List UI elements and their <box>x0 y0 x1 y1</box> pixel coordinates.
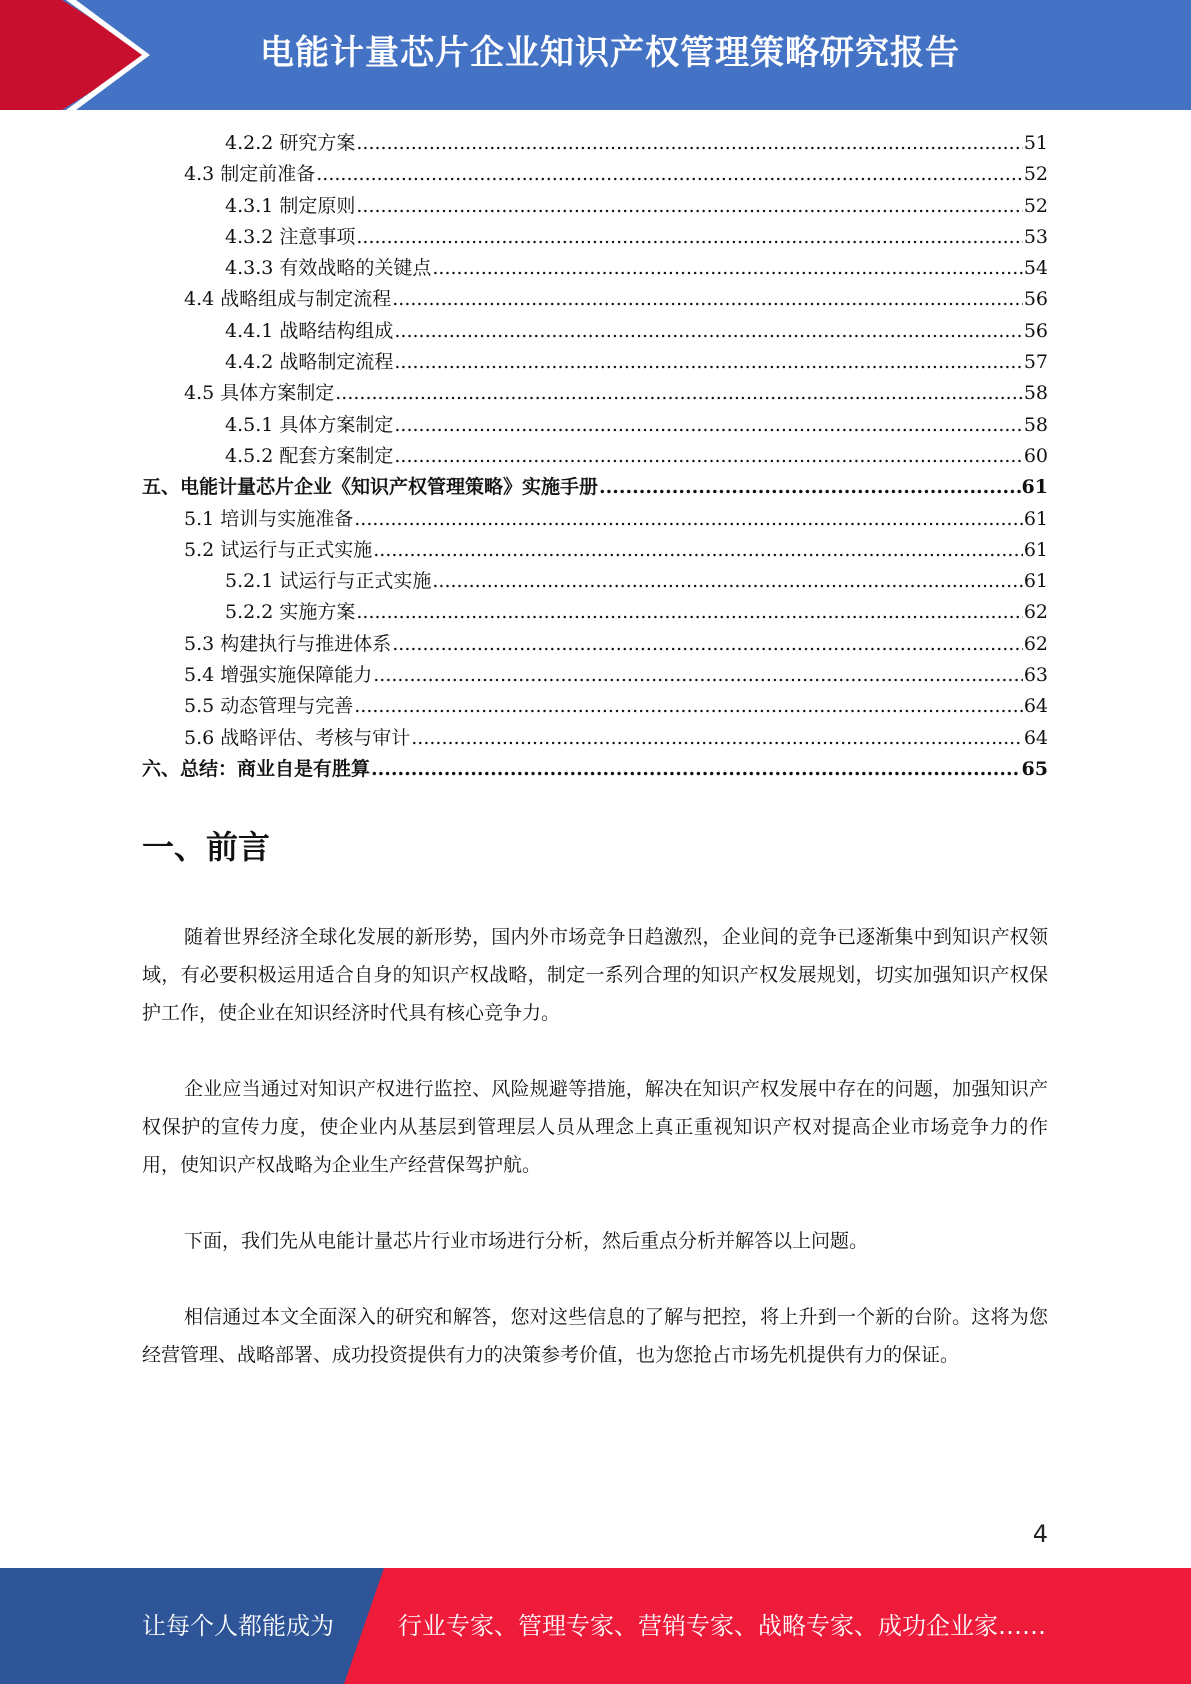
toc-entry-page: 62 <box>1023 632 1048 655</box>
toc-entry-page: 64 <box>1023 695 1048 718</box>
toc-leader-dots <box>335 382 1023 404</box>
table-of-contents <box>142 128 1048 785</box>
toc-leader-dots <box>316 163 1023 185</box>
toc-entry[interactable] <box>142 535 1048 566</box>
toc-entry-page: 52 <box>1023 163 1048 186</box>
toc-entry-label: 5.2.2 实施方案 <box>225 601 356 624</box>
toc-leader-dots <box>394 320 1022 342</box>
toc-leader-dots <box>392 633 1023 655</box>
toc-leader-dots <box>371 758 1021 780</box>
toc-entry[interactable] <box>142 410 1048 441</box>
toc-entry-page: 51 <box>1023 132 1048 154</box>
page-number: 4 <box>1032 1520 1048 1548</box>
toc-entry-page: 61 <box>1023 507 1048 530</box>
toc-entry-page: 64 <box>1023 726 1048 749</box>
toc-leader-dots <box>373 539 1023 561</box>
toc-leader-dots <box>432 570 1022 592</box>
toc-entry-page: 62 <box>1023 601 1048 624</box>
toc-entry-label: 5.3 构建执行与推进体系 <box>184 632 392 655</box>
toc-entry-label: 4.5.2 配套方案制定 <box>225 444 394 467</box>
body-paragraph: 随着世界经济全球化发展的新形势，国内外市场竞争日趋激烈，企业间的竞争已逐渐集中到知识产权领域，有必要积极运用适合自身的知识产权战略，制定一系列合理的知识产权发展规划，切实加强知识产权保护工作，使企业在知识经济时代具有核心竞争力。 <box>142 926 1048 1024</box>
toc-entry-label: 4.5.1 具体方案制定 <box>225 413 394 436</box>
toc-leader-dots <box>599 476 1021 498</box>
toc-entry[interactable] <box>142 597 1048 628</box>
toc-entry[interactable] <box>142 347 1048 378</box>
section-body <box>142 918 1048 1412</box>
toc-entry-page: 57 <box>1023 351 1048 374</box>
toc-entry-page: 60 <box>1023 444 1048 467</box>
toc-entry-page: 61 <box>1023 538 1048 561</box>
toc-entry-label: 5.4 增强实施保障能力 <box>184 664 373 687</box>
toc-entry[interactable] <box>142 128 1048 159</box>
toc-entry[interactable] <box>142 441 1048 472</box>
page-footer <box>0 1568 1191 1684</box>
toc-entry-label: 4.3 制定前准备 <box>184 163 316 186</box>
toc-entry-label: 五、电能计量芯片企业《知识产权管理策略》实施手册 <box>142 476 599 499</box>
toc-leader-dots <box>392 288 1023 310</box>
toc-entry-page: 56 <box>1023 288 1048 311</box>
toc-entry-label: 5.2.1 试运行与正式实施 <box>225 570 432 593</box>
page-header <box>0 0 1191 110</box>
toc-entry-label: 5.5 动态管理与完善 <box>184 695 354 718</box>
toc-entry[interactable] <box>142 378 1048 409</box>
toc-leader-dots <box>354 695 1023 717</box>
toc-leader-dots <box>394 351 1022 373</box>
toc-entry-page: 63 <box>1023 664 1048 687</box>
footer-slogan-left: 让每个人都能成为 <box>142 1612 334 1640</box>
toc-entry-label: 4.4.2 战略制定流程 <box>225 351 394 374</box>
toc-entry[interactable] <box>142 191 1048 222</box>
toc-entry-label: 4.3.3 有效战略的关键点 <box>225 257 432 280</box>
toc-entry-label: 5.6 战略评估、考核与审计 <box>184 726 411 749</box>
toc-entry-label: 4.3.1 制定原则 <box>225 194 356 217</box>
toc-entry-page: 52 <box>1023 194 1048 217</box>
header-title: 电能计量芯片企业知识产权管理策略研究报告 <box>260 33 960 73</box>
toc-entry-label: 六、总结：商业自是有胜算 <box>142 757 371 780</box>
toc-entry-label: 4.5 具体方案制定 <box>184 382 335 405</box>
toc-entry[interactable] <box>142 222 1048 253</box>
toc-entry-page: 56 <box>1023 319 1048 342</box>
toc-entry-page: 65 <box>1021 757 1048 780</box>
toc-entry-label: 5.1 培训与实施准备 <box>184 507 354 530</box>
toc-entry[interactable] <box>142 566 1048 597</box>
toc-entry[interactable] <box>142 629 1048 660</box>
toc-entry-label: 4.3.2 注意事项 <box>225 225 356 248</box>
toc-entry[interactable] <box>142 316 1048 347</box>
toc-entry[interactable] <box>142 660 1048 691</box>
toc-entry-label: 4.4 战略组成与制定流程 <box>184 288 392 311</box>
toc-entry-label: 4.2.2 研究方案 <box>225 132 356 154</box>
toc-entry-page: 58 <box>1023 413 1048 436</box>
toc-leader-dots <box>394 445 1022 467</box>
toc-entry[interactable] <box>142 253 1048 284</box>
toc-entry-page: 53 <box>1023 225 1048 248</box>
body-paragraph: 相信通过本文全面深入的研究和解答，您对这些信息的了解与把控，将上升到一个新的台阶。这将为您经营管理、战略部署、成功投资提供有力的决策参考价值，也为您抢占市场先机提供有力的保证。 <box>142 1306 1048 1366</box>
toc-leader-dots <box>356 226 1022 248</box>
toc-entry[interactable] <box>142 284 1048 315</box>
toc-entry[interactable] <box>142 159 1048 190</box>
header-red-chevron <box>0 0 150 110</box>
toc-entry-page: 58 <box>1023 382 1048 405</box>
toc-entry[interactable] <box>142 472 1048 503</box>
toc-leader-dots <box>356 132 1022 154</box>
toc-entry-page: 61 <box>1021 476 1048 499</box>
toc-leader-dots <box>354 508 1023 530</box>
toc-leader-dots <box>356 195 1022 217</box>
toc-leader-dots <box>356 601 1022 623</box>
toc-leader-dots <box>373 664 1023 686</box>
toc-leader-dots <box>411 727 1023 749</box>
toc-entry[interactable] <box>142 691 1048 722</box>
body-paragraph: 企业应当通过对知识产权进行监控、风险规避等措施，解决在知识产权发展中存在的问题，加强知识产权保护的宣传力度，使企业内从基层到管理层人员从理念上真正重视知识产权对提高企业市场竞争力的作用，使知识产权战略为企业生产经营保驾护航。 <box>142 1078 1048 1176</box>
body-paragraph: 下面，我们先从电能计量芯片行业市场进行分析，然后重点分析并解答以上问题。 <box>184 1230 869 1252</box>
toc-entry-label: 4.4.1 战略结构组成 <box>225 319 394 342</box>
section-heading: 一、前言 <box>142 828 271 866</box>
toc-entry-page: 54 <box>1023 257 1048 280</box>
toc-leader-dots <box>394 414 1022 436</box>
toc-entry[interactable] <box>142 504 1048 535</box>
toc-entry-label: 5.2 试运行与正式实施 <box>184 538 373 561</box>
toc-entry[interactable] <box>142 754 1048 785</box>
toc-entry[interactable] <box>142 723 1048 754</box>
footer-slogan-right: 行业专家、管理专家、营销专家、战略专家、成功企业家…… <box>398 1612 1046 1640</box>
toc-leader-dots <box>432 257 1022 279</box>
toc-entry-page: 61 <box>1023 570 1048 593</box>
